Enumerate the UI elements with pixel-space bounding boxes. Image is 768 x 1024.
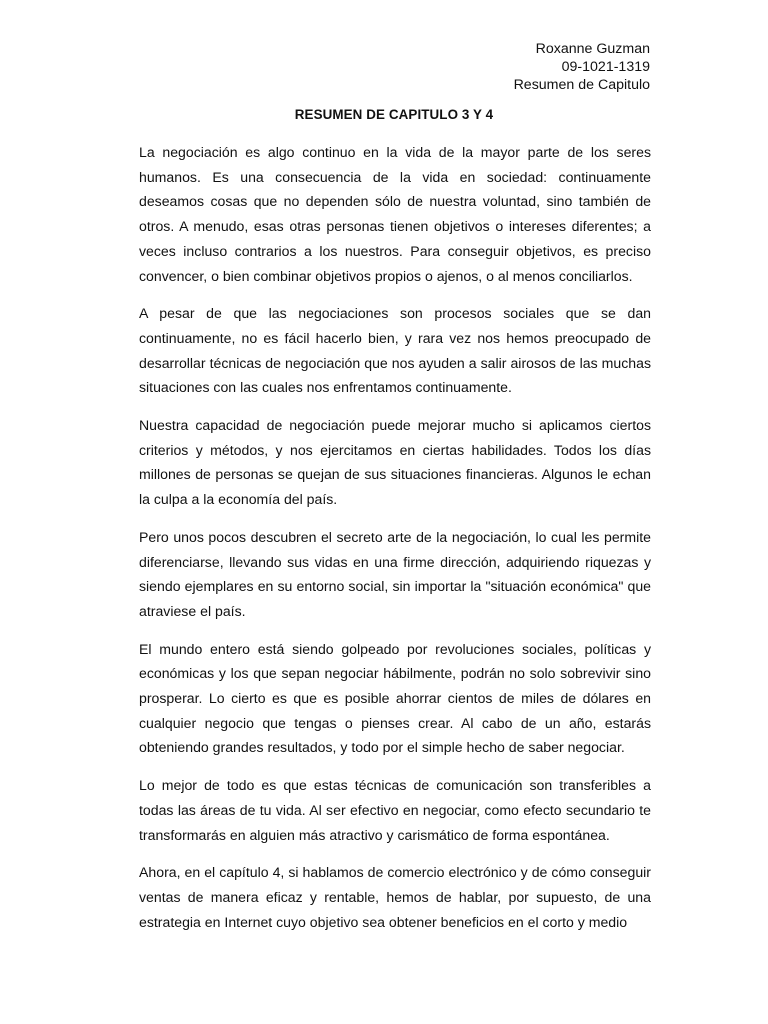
document-header bbox=[514, 40, 650, 94]
document-body bbox=[139, 140, 651, 947]
document-type: Resumen de Capitulo bbox=[513, 77, 650, 93]
student-id: 09-1021-1319 bbox=[561, 59, 650, 75]
paragraph-1: La negociación es algo continuo en la vida de la mayor parte de los seres humanos. Es una consecuencia de la vida en sociedad: continuamente deseamos cosas que no dependen sólo de nuestra voluntad, sino también de otros. A menudo, esas otras personas tienen objetivos o intereses diferentes; a veces incluso contrarios a los nuestros. Para conseguir objetivos, es preciso convencer, o bien combinar objetivos propios o ajenos, o al menos conciliarlos. bbox=[139, 144, 651, 284]
document-title: RESUMEN DE CAPITULO 3 Y 4 bbox=[294, 107, 494, 122]
paragraph-2: A pesar de que las negociaciones son procesos sociales que se dan continuamente, no es fácil hacerlo bien, y rara vez nos hemos preocupado de desarrollar técnicas de negociación que nos ayuden a salir airosos de las muchas situaciones con las cuales nos enfrentamos continuamente. bbox=[139, 305, 651, 396]
author-name: Roxanne Guzman bbox=[535, 41, 650, 57]
paragraph-4: Pero unos pocos descubren el secreto arte de la negociación, lo cual les permite diferenciarse, llevando sus vidas en una firme dirección, adquiriendo riquezas y siendo ejemplares en su entorno social, sin importar la "situación económica" que atraviese el país. bbox=[139, 528, 651, 619]
paragraph-7: Ahora, en el capítulo 4, si hablamos de comercio electrónico y de cómo conseguir ventas de manera eficaz y rentable, hemos de hablar, por supuesto, de una estrategia en Internet cuyo objetivo sea obtener beneficios en el corto y medio bbox=[139, 864, 651, 930]
paragraph-6: Lo mejor de todo es que estas técnicas de comunicación son transferibles a todas las áreas de tu vida. Al ser efectivo en negociar, como efecto secundario te transformarás en alguien más atractivo y carismático de forma espontánea. bbox=[139, 777, 651, 843]
paragraph-3: Nuestra capacidad de negociación puede mejorar mucho si aplicamos ciertos criterios y métodos, y nos ejercitamos en ciertas habilidades. Todos los días millones de personas se quejan de sus situaciones financieras. Algunos le echan la culpa a la economía del país. bbox=[139, 417, 651, 508]
paragraph-5: El mundo entero está siendo golpeado por revoluciones sociales, políticas y económicas y los que sepan negociar hábilmente, podrán no solo sobrevivir sino prosperar. Lo cierto es que es posible ahorrar cientos de miles de dólares en cualquier negocio que tengas o pienses crear. Al cabo de un año, estarás obteniendo grandes resultados, y todo por el simple hecho de saber negociar. bbox=[139, 640, 651, 756]
